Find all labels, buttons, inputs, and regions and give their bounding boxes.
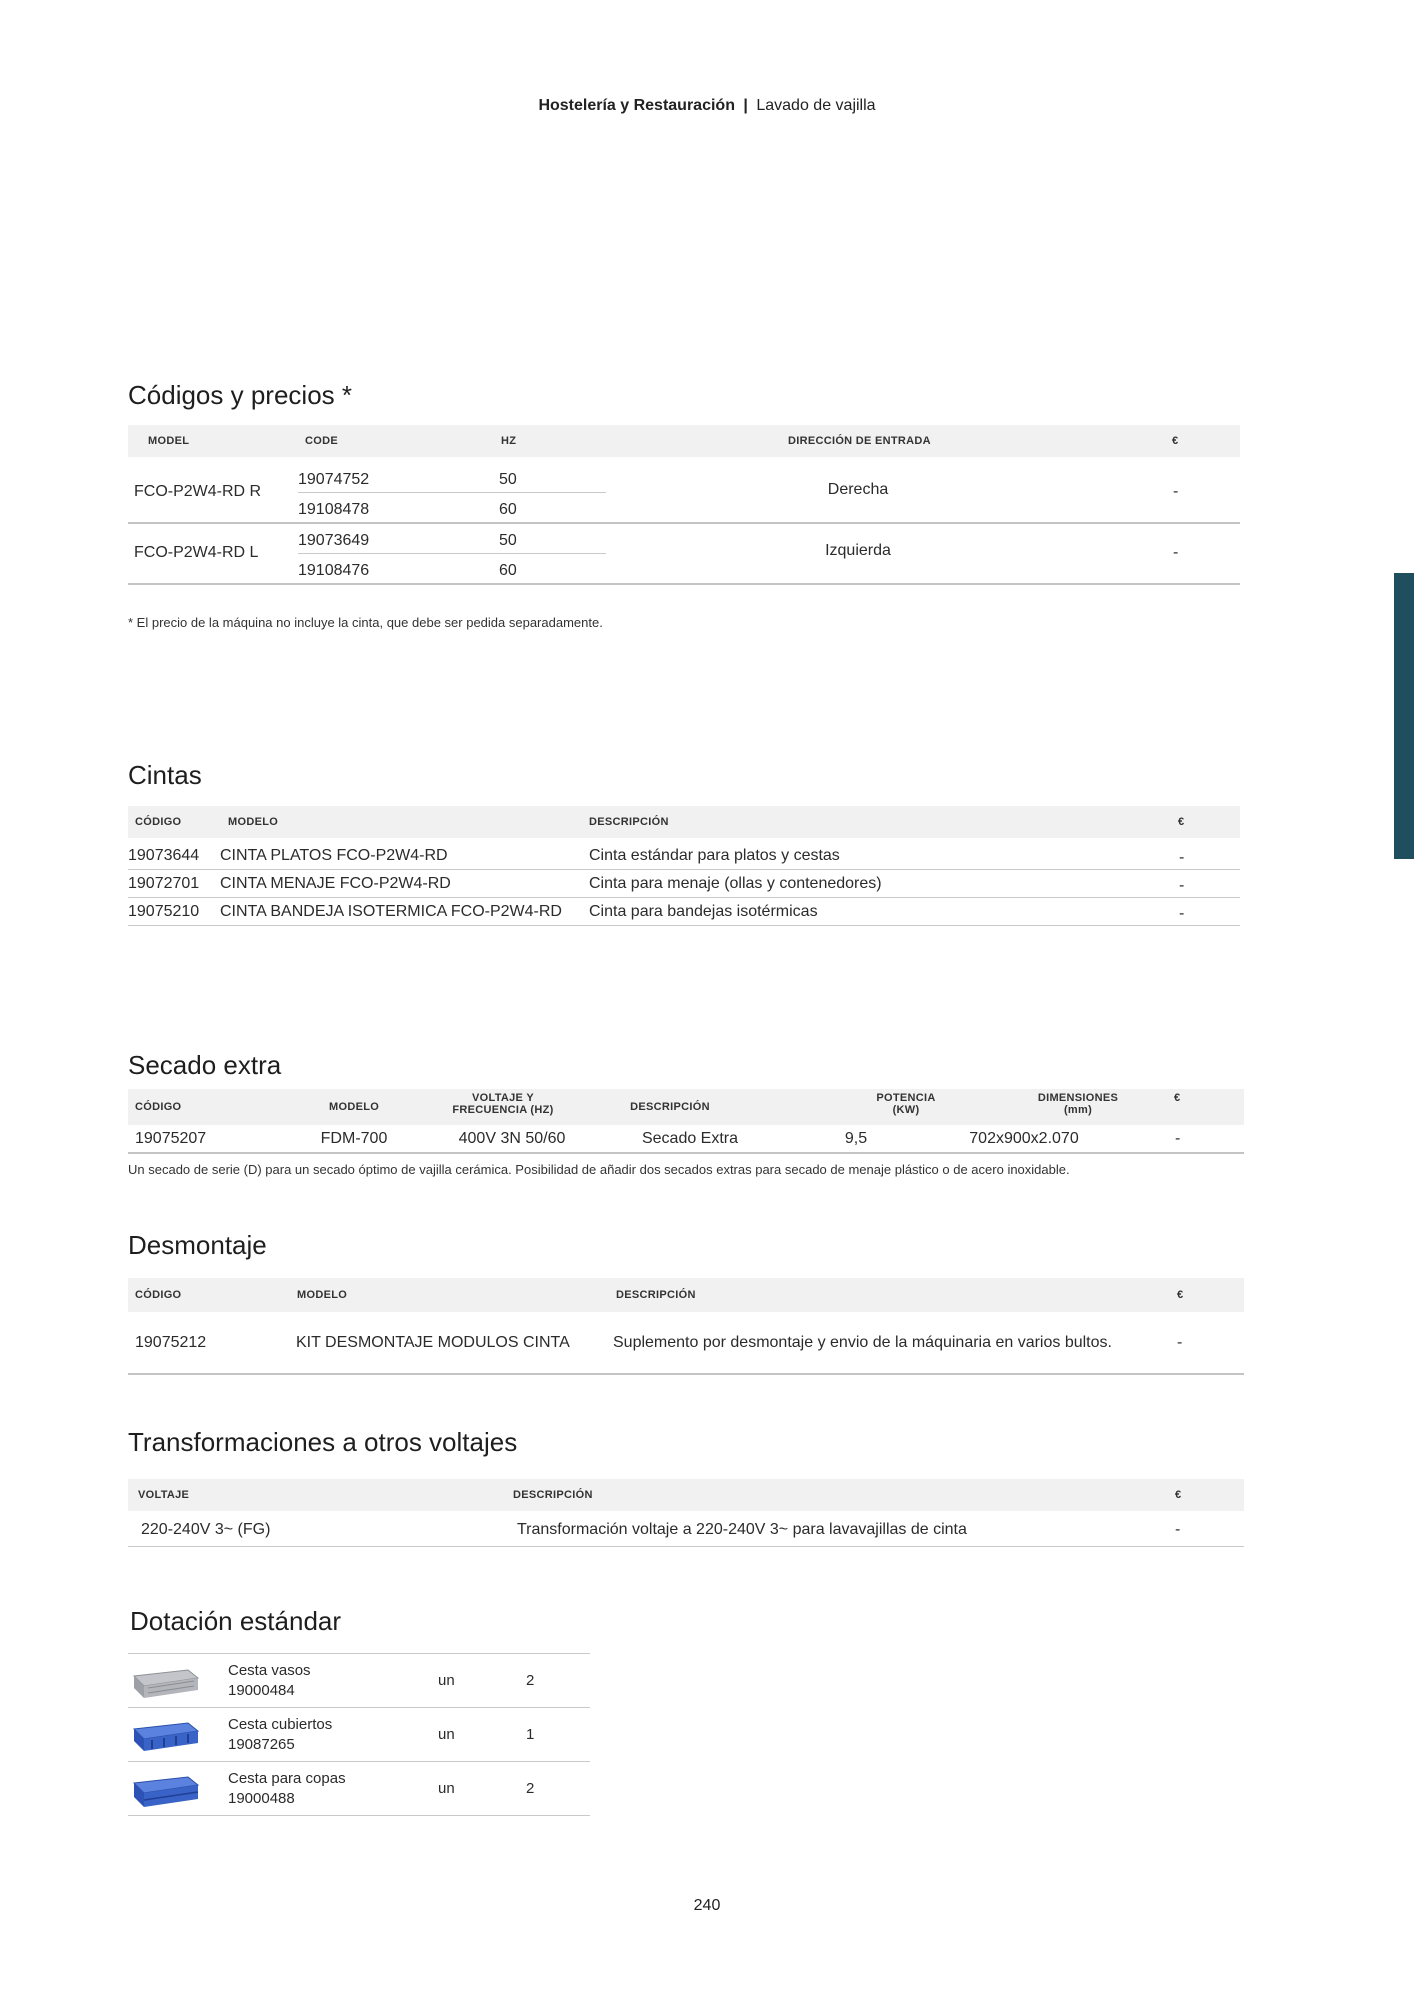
- cintas-row-divider: [128, 897, 1240, 898]
- codigos-code: 19108478: [298, 501, 370, 518]
- cintas-row-divider: [128, 925, 1240, 926]
- secado-th-voltage: [433, 1092, 573, 1116]
- dotacion-item-qty: 1: [526, 1726, 535, 1743]
- secado-th-code: CÓDIGO: [135, 1101, 182, 1113]
- secado-price: -: [1175, 1130, 1181, 1147]
- secado-code: 19075207: [135, 1130, 207, 1147]
- codigos-code: 19108476: [298, 562, 370, 579]
- dotacion-item-code: 19087265: [228, 1736, 295, 1753]
- codigos-direction: Derecha: [827, 481, 889, 498]
- codigos-row-divider: [128, 583, 1240, 585]
- secado-note: Un secado de serie (D) para un secado óptimo de vajilla cerámica. Posibilidad de añadir dos secados extras para secado de menaje plástico o de acero inoxidable.: [128, 1162, 1070, 1177]
- header-separator: |: [743, 97, 748, 114]
- secado-dimensions: 702x900x2.070: [969, 1130, 1079, 1147]
- dotacion-top-divider: [128, 1653, 590, 1654]
- codigos-row-divider: [128, 522, 1240, 524]
- codigos-note: * El precio de la máquina no incluye la cinta, que debe ser pedida separadamente.: [128, 615, 603, 630]
- cintas-row-divider: [128, 869, 1240, 870]
- codigos-model: FCO-P2W4-RD R: [134, 483, 262, 500]
- codigos-subrow-divider: [298, 553, 606, 554]
- transformaciones-price: -: [1175, 1521, 1181, 1538]
- secado-title: Secado extra: [128, 1050, 282, 1080]
- desmontaje-row-divider: [128, 1373, 1244, 1375]
- secado-th-voltage-line2: FRECUENCIA (HZ): [452, 1104, 554, 1116]
- secado-model: FDM-700: [320, 1130, 388, 1147]
- dotacion-title: Dotación estándar: [130, 1606, 342, 1636]
- rack-basket-icon: [130, 1664, 200, 1704]
- cinta-code: 19072701: [128, 875, 200, 892]
- secado-th-description: DESCRIPCIÓN: [630, 1101, 710, 1113]
- cintas-th-code: CÓDIGO: [135, 816, 182, 828]
- transformaciones-description: Transformación voltaje a 220-240V 3~ para lavavajillas de cinta: [517, 1521, 967, 1538]
- transformaciones-th-description: DESCRIPCIÓN: [513, 1489, 593, 1501]
- header-subcategory: Lavado de vajilla: [756, 97, 876, 114]
- cintas-title: Cintas: [128, 760, 202, 790]
- transformaciones-th-price: €: [1175, 1489, 1182, 1501]
- secado-th-model: MODELO: [329, 1101, 380, 1113]
- codigos-price: -: [1173, 483, 1179, 500]
- secado-th-dims-line1: DIMENSIONES: [1037, 1092, 1119, 1104]
- dotacion-item-unit: un: [438, 1780, 455, 1797]
- dotacion-item-code: 19000488: [228, 1790, 295, 1807]
- cinta-model: CINTA MENAJE FCO-P2W4-RD: [220, 875, 451, 892]
- codigos-title: Códigos y precios *: [128, 380, 352, 410]
- transformaciones-title: Transformaciones a otros voltajes: [128, 1427, 518, 1457]
- desmontaje-th-model: MODELO: [297, 1289, 348, 1301]
- secado-th-voltage-line1: VOLTAJE Y: [472, 1092, 534, 1104]
- cinta-model: CINTA PLATOS FCO-P2W4-RD: [220, 847, 448, 864]
- cinta-code: 19073644: [128, 847, 200, 864]
- transformaciones-row-divider: [128, 1546, 1244, 1547]
- codigos-th-model: MODEL: [148, 435, 190, 447]
- secado-row-divider: [128, 1152, 1244, 1154]
- header-category: Hostelería y Restauración: [538, 97, 735, 114]
- cinta-description: Cinta estándar para platos y cestas: [589, 847, 840, 864]
- cintas-th-description: DESCRIPCIÓN: [589, 816, 669, 828]
- desmontaje-th-price: €: [1177, 1289, 1184, 1301]
- desmontaje-th-code: CÓDIGO: [135, 1289, 182, 1301]
- dotacion-row-divider: [128, 1815, 590, 1816]
- codigos-th-price: €: [1172, 435, 1179, 447]
- page-header: [0, 97, 1414, 115]
- secado-th-power-line2: (KW): [892, 1104, 920, 1116]
- desmontaje-description: Suplemento por desmontaje y envio de la máquinaria en varios bultos.: [613, 1334, 1112, 1351]
- secado-th-dimensions: [1023, 1092, 1133, 1116]
- cinta-price: -: [1179, 877, 1185, 894]
- dotacion-item-unit: un: [438, 1726, 455, 1743]
- desmontaje-price: -: [1177, 1334, 1183, 1351]
- desmontaje-header-row: [128, 1278, 1244, 1312]
- dotacion-row-divider: [128, 1707, 590, 1708]
- codigos-subrow-divider: [298, 492, 606, 493]
- cintas-th-price: €: [1178, 816, 1185, 828]
- codigos-direction: Izquierda: [825, 542, 891, 559]
- secado-th-dims-line2: (mm): [1063, 1104, 1093, 1116]
- transformaciones-header-row: [128, 1479, 1244, 1511]
- dotacion-item-name: Cesta vasos: [228, 1662, 311, 1679]
- secado-th-price: €: [1174, 1092, 1181, 1104]
- desmontaje-code: 19075212: [135, 1334, 207, 1351]
- transformaciones-voltage: 220-240V 3~ (FG): [141, 1521, 271, 1538]
- dotacion-item-name: Cesta para copas: [228, 1770, 346, 1787]
- codigos-price: -: [1173, 544, 1179, 561]
- dotacion-row-divider: [128, 1761, 590, 1762]
- codigos-th-hz: HZ: [501, 435, 517, 447]
- desmontaje-th-description: DESCRIPCIÓN: [616, 1289, 696, 1301]
- codigos-hz: 60: [499, 501, 517, 518]
- section-side-tab: [1394, 573, 1414, 859]
- codigos-code: 19074752: [298, 471, 370, 488]
- codigos-th-direction: DIRECCIÓN DE ENTRADA: [788, 435, 931, 447]
- cutlery-basket-icon: [130, 1717, 200, 1757]
- secado-description: Secado Extra: [641, 1130, 739, 1147]
- glass-basket-icon: [130, 1771, 200, 1811]
- codigos-hz: 50: [499, 471, 517, 488]
- cinta-description: Cinta para bandejas isotérmicas: [589, 903, 818, 920]
- cinta-model: CINTA BANDEJA ISOTERMICA FCO-P2W4-RD: [220, 903, 562, 920]
- codigos-hz: 60: [499, 562, 517, 579]
- secado-power: 9,5: [844, 1130, 868, 1147]
- secado-th-power: [856, 1092, 956, 1116]
- codigos-hz: 50: [499, 532, 517, 549]
- cinta-description: Cinta para menaje (ollas y contenedores): [589, 875, 882, 892]
- secado-voltage: 400V 3N 50/60: [458, 1130, 566, 1147]
- cinta-code: 19075210: [128, 903, 200, 920]
- cintas-th-model: MODELO: [228, 816, 279, 828]
- secado-header-row: [128, 1089, 1244, 1125]
- dotacion-item-unit: un: [438, 1672, 455, 1689]
- cinta-price: -: [1179, 905, 1185, 922]
- codigos-model: FCO-P2W4-RD L: [134, 544, 259, 561]
- cintas-header-row: [128, 806, 1240, 838]
- dotacion-item-name: Cesta cubiertos: [228, 1716, 333, 1733]
- codigos-header-row: [128, 425, 1240, 457]
- transformaciones-th-voltage: VOLTAJE: [138, 1489, 190, 1501]
- desmontaje-model: KIT DESMONTAJE MODULOS CINTA: [296, 1334, 570, 1351]
- dotacion-item-code: 19000484: [228, 1682, 295, 1699]
- desmontaje-title: Desmontaje: [128, 1230, 267, 1260]
- codigos-code: 19073649: [298, 532, 370, 549]
- secado-th-power-line1: POTENCIA: [876, 1092, 936, 1104]
- dotacion-item-qty: 2: [526, 1672, 535, 1689]
- codigos-th-code: CODE: [305, 435, 338, 447]
- cinta-price: -: [1179, 849, 1185, 866]
- page-number: 240: [693, 1897, 721, 1914]
- dotacion-item-qty: 2: [526, 1780, 535, 1797]
